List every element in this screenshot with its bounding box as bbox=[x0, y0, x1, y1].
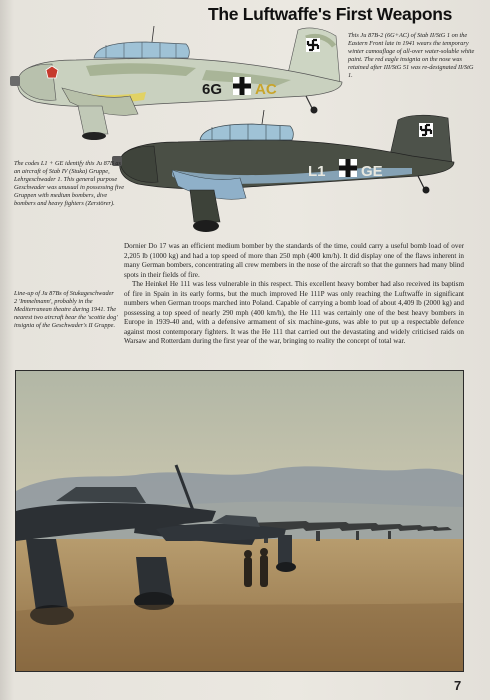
caption-lineup-photo bbox=[14, 290, 118, 330]
lineup-photograph bbox=[15, 370, 464, 672]
code-right: GE bbox=[361, 163, 383, 180]
tail-marking bbox=[419, 123, 433, 137]
caption-text: The codes L1 + GE identify this Ju 87B as an aircraft of Stab IV (Stuka) Gruppe, Lehrgeschwader 1. This general purpose Geschwader was unusual in possessing five Gruppen with medium bombers, dive bombers and heavy fighters (Zerstörer). bbox=[14, 160, 125, 207]
tail-marking bbox=[306, 38, 320, 52]
article-body bbox=[124, 242, 464, 347]
caption-winter-ju87 bbox=[348, 32, 476, 80]
fuselage-cross bbox=[233, 77, 251, 95]
caption-standard-ju87 bbox=[14, 160, 126, 208]
caption-text: Line-up of Ju 87Bs of Stukageschwader 2 'Immelmann', probably in the Mediterranean theatre during 1941. The nearest two aircraft bear the 'scottie dog' insignia of the Geschwader's II Gruppe. bbox=[14, 290, 118, 329]
canopy bbox=[94, 42, 189, 58]
code-right: AC bbox=[255, 81, 277, 98]
photo-scene bbox=[16, 371, 463, 671]
ju87-standard-illustration bbox=[112, 110, 458, 240]
paragraph-2: The Heinkel He 111 was less vulnerable in this respect. This excellent heavy bomber had also received its baptism of fire in Spain in its early forms, but the much improved He 111P was only reaching the Luftwaffe in significant numbers when German troops marched into Poland. Capable of carrying a bomb load of about 4,409 lb (2000 kg) and possessing a top speed of nearly 290 mph (400 km/h), the He 111 was certainly one of the best heavy bombers in Europe in 1939-40 and, with a defensive armament of six machine-guns, was able to put up a respectable defence against most contemporary fighters. It was the He 111 that carried out the devastating and widely criticised raids on Warsaw and Rotterdam during the first year of the war, bringing to reality the concept of total war. bbox=[124, 280, 464, 345]
code-left: L1 bbox=[308, 163, 326, 180]
page-number: 7 bbox=[454, 678, 462, 693]
paragraph-1: Dornier Do 17 was an efficient medium bomber by the standards of the time, could carry a useful bomb load of over 2,205 lb (1000 kg) and had a top speed of more than 250 mph (400 km/h). It did display one of the flaws inherent in many German bombers, concentrating all crew members in the nose of the aircraft so that the gunners had many blind spots in their fields of fire. bbox=[124, 242, 464, 279]
code-left: 6G bbox=[202, 81, 223, 98]
page-title: The Luftwaffe's First Weapons bbox=[208, 4, 453, 24]
caption-text: This Ju 87B-2 (6G+AC) of Stab II/StG 1 on the Eastern Front late in 1941 wears the temporary winter camouflage of all-over water-soluble white paint. The red eagle insignia on the nose was retained after III/StG 51 was re-designated II/StG 1. bbox=[348, 32, 475, 79]
fuselage-cross bbox=[339, 159, 357, 177]
canopy bbox=[200, 124, 293, 140]
